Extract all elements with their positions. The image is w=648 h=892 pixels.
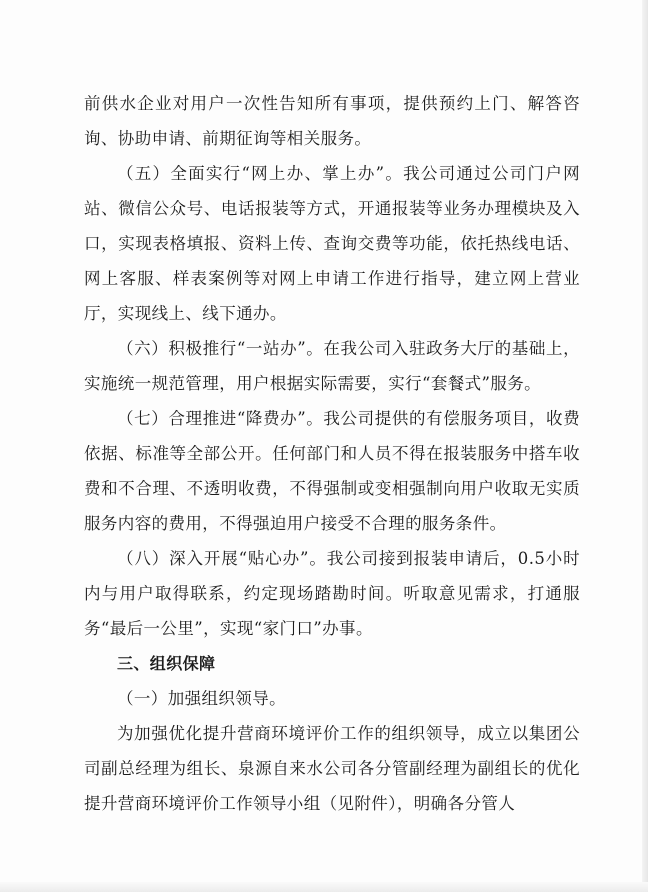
subheading-leadership: （一）加强组织领导。 [117, 689, 286, 708]
document-body [84, 86, 580, 821]
paragraph-item-six: （六）积极推行“一站办”。在我公司入驻政务大厅的基础上，实施统一规范管理，用户根据实际需要，实行“套餐式”服务。 [84, 339, 580, 393]
page-edge-shadow [642, 0, 648, 892]
paragraph-item-five: （五）全面实行“网上办、掌上办”。我公司通过公司门户网站、微信公众号、电话报装等方式，开通报装等业务办理模块及入口，实现表格填报、资料上传、查询交费等功能，依托热线电话、网上客服、样表案例等对网上申请工作进行指导，建立网上营业厅，实现线上、线下通办。 [84, 164, 580, 323]
paragraph-continuation: 前供水企业对用户一次性告知所有事项，提供预约上门、解答咨询、协助申请、前期征询等相关服务。 [84, 94, 580, 148]
section-heading-organization: 三、组织保障 [117, 654, 216, 673]
paragraph-item-seven: （七）合理推进“降费办”。我公司提供的有偿服务项目，收费依据、标准等全部公开。任何部门和人员不得在报装服务中搭车收费和不合理、不透明收费，不得强制或变相强制向用户收取无实质服务内容的费用，不得强迫用户接受不合理的服务条件。 [84, 409, 580, 533]
paragraph-organization: 为加强优化提升营商环境评价工作的组织领导，成立以集团公司副总经理为组长、泉源自来水公司各分管副经理为副组长的优化提升营商环境评价工作领导小组（见附件），明确各分管人 [84, 724, 580, 813]
page-bottom-edge [0, 882, 648, 892]
paragraph-item-eight: （八）深入开展“贴心办”。我公司接到报装申请后，0.5小时内与用户取得联系，约定现场踏勘时间。听取意见需求，打通服务“最后一公里”，实现“家门口”办事。 [84, 549, 580, 638]
